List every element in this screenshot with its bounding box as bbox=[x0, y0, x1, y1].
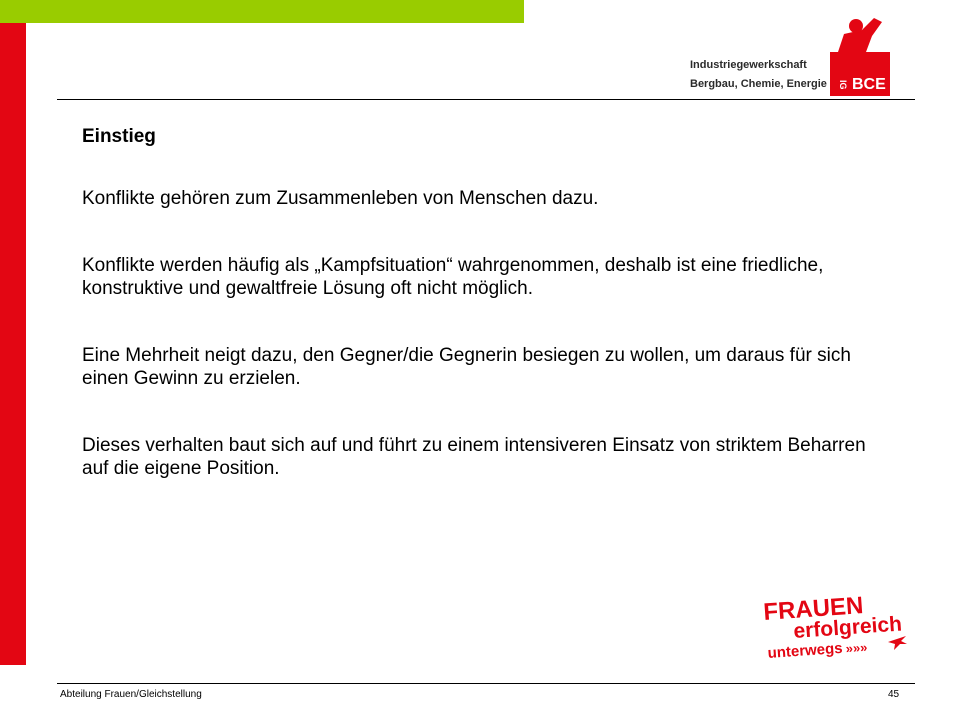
airplane-icon bbox=[888, 636, 907, 650]
igbce-logo-line1: Industriegewerkschaft bbox=[690, 59, 807, 71]
paragraph-2: Konflikte werden häufig als „Kampfsituation“ wahrgenommen, deshalb ist eine friedliche, konstruktive und gewaltfreie Lösung oft nicht möglich. bbox=[82, 255, 824, 299]
paragraph-1: Konflikte gehören zum Zusammenleben von Menschen dazu. bbox=[82, 188, 599, 209]
igbce-emblem-prefix: IG bbox=[838, 80, 848, 90]
slide-heading: Einstieg bbox=[82, 126, 156, 147]
frauen-logo-line1: FRAUEN bbox=[762, 592, 865, 626]
frauen-logo-chevrons: »»» bbox=[845, 639, 868, 656]
igbce-emblem-icon bbox=[822, 16, 892, 98]
frauen-erfolgreich-logo bbox=[760, 592, 910, 664]
left-accent-bar bbox=[0, 23, 26, 665]
paragraph-4: Dieses verhalten baut sich auf und führt zu einem intensiveren Einsatz von striktem Beharren auf die eigene Position. bbox=[82, 435, 866, 479]
paragraph-3: Eine Mehrheit neigt dazu, den Gegner/die Gegnerin besiegen zu wollen, um daraus für sich einen Gewinn zu erzielen. bbox=[82, 345, 851, 389]
igbce-logo bbox=[662, 16, 892, 98]
footer-divider bbox=[57, 683, 915, 684]
igbce-logo-line2: Bergbau, Chemie, Energie bbox=[690, 78, 827, 90]
igbce-emblem-text: BCE bbox=[852, 76, 886, 93]
top-accent-bar bbox=[0, 0, 524, 23]
footer-department: Abteilung Frauen/Gleichstellung bbox=[60, 689, 202, 700]
frauen-logo-line2: erfolgreich bbox=[792, 612, 903, 643]
header-divider bbox=[57, 99, 915, 100]
slide-content bbox=[82, 125, 882, 480]
page-number: 45 bbox=[888, 689, 900, 700]
frauen-logo-line3: unterwegs bbox=[767, 639, 844, 662]
